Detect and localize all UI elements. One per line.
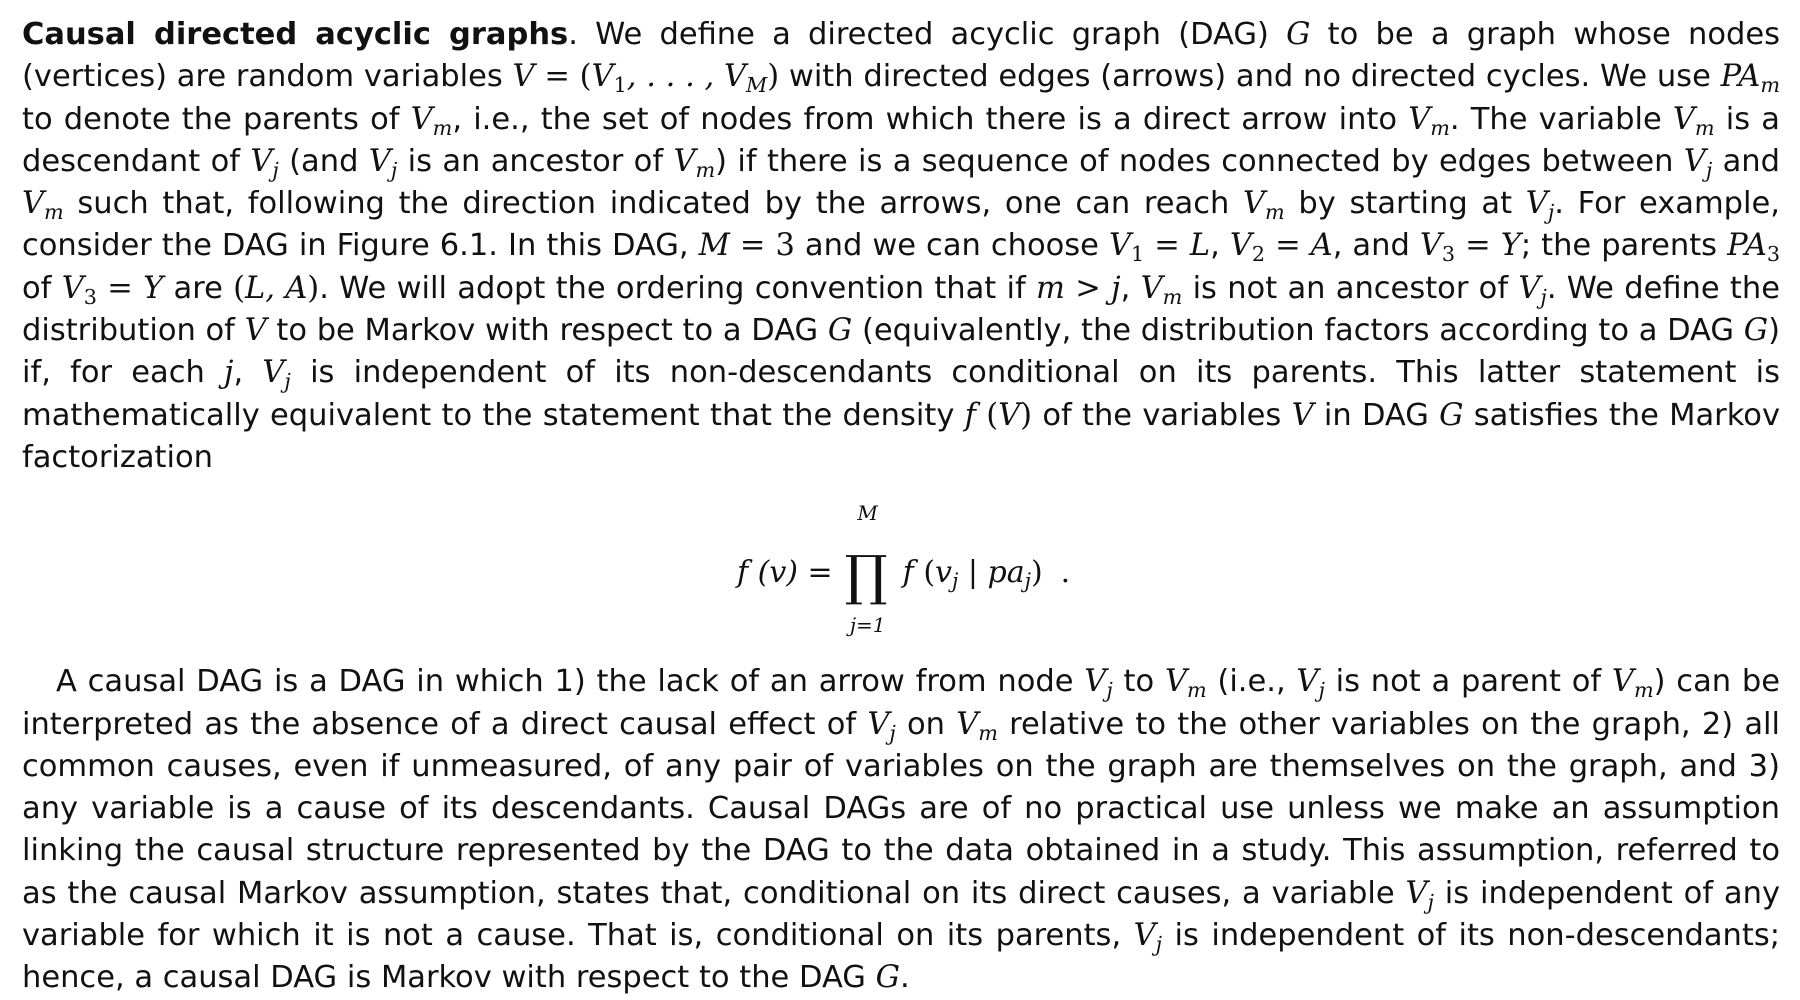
dag-definition-text: . We define a directed acyclic graph (DAG) G to be a graph whose nodes (vertices) are random variables $V = (V_1$, . . . , $V_M$) with directed edges (arrows) and no directed cycles. We use $PA_m$ to denote the parents of $V_m$, i.e., the set of nodes from which there is a direct arrow into $V_m$. The variable $V_m$ is a descendant of $V_j$ (and $V_j$ is an ancestor of $V_m$) if there is a sequence of nodes connected by edges between $V_j$ and $V_m$ such that, following the direction indicated by the arrows, one can reach $V_m$ by starting at $V_j$. For example, consider the DAG in Figure 6.1. In this DAG, M = 3 and we can choose $V_1 = L$, $V_2 = A$, and $V_3 = Y$; the parents $PA_3$ of $V_3 = Y$ are (L, A). We will adopt the ordering convention that if m > j, $V_m$ is not an ancestor of $V_j$. We define the distribution of V to be Markov with respect to a DAG G (equivalently, the distribution factors according to a DAG G) if, for each j, $V_j$ is independent of its non-descendants conditional on its parents. This latter statement is mathematically equivalent to the statement that the density f (V) of the variables V in DAG G satisfies the Markov factorization xyxy=(22,17,1781,475)
causal-dag-text: A causal DAG is a DAG in which 1) the lack of an arrow from node $V_j$ to $V_m$ (i.e., $V_j$ is not a parent of $V_m$) can be interpreted as the absence of a direct causal effect of $V_j$ on $V_m$ relative to the other variables on the graph, 2) all common causes, even if unmeasured, of any pair of variables on the graph are themselves on the graph, and 3) any variable is a cause of its descendants. Causal DAGs are of no practical use unless we make an assumption linking the causal structure represented by the DAG to the data obtained in a study. This assumption, referred to as the causal Markov assumption, states that, conditional on its direct causes, a variable $V_j$ is independent of any variable for which it is not a cause. That is, conditional on its parents, $V_j$ is independent of its non-descendants; hence, a causal DAG is Markov with respect to the DAG G. xyxy=(22,664,1780,996)
paragraph-dag-definition xyxy=(22,14,1780,479)
equation-lhs: f (v) = xyxy=(737,555,833,591)
markov-factorization-equation xyxy=(737,501,1071,638)
product-upper-limit: M xyxy=(857,501,878,526)
paragraph-causal-dag xyxy=(22,661,1780,999)
product-symbol: ∏ xyxy=(844,544,888,608)
markov-factorization-display xyxy=(22,485,1780,661)
product-lower-limit: j=1 xyxy=(849,613,886,638)
equation-rhs: f ($v_j$ | $pa_j$) xyxy=(902,555,1043,593)
equation-period: . xyxy=(1060,555,1071,591)
product-operator xyxy=(844,501,891,638)
section-lead-heading: Causal directed acyclic graphs xyxy=(22,17,569,52)
